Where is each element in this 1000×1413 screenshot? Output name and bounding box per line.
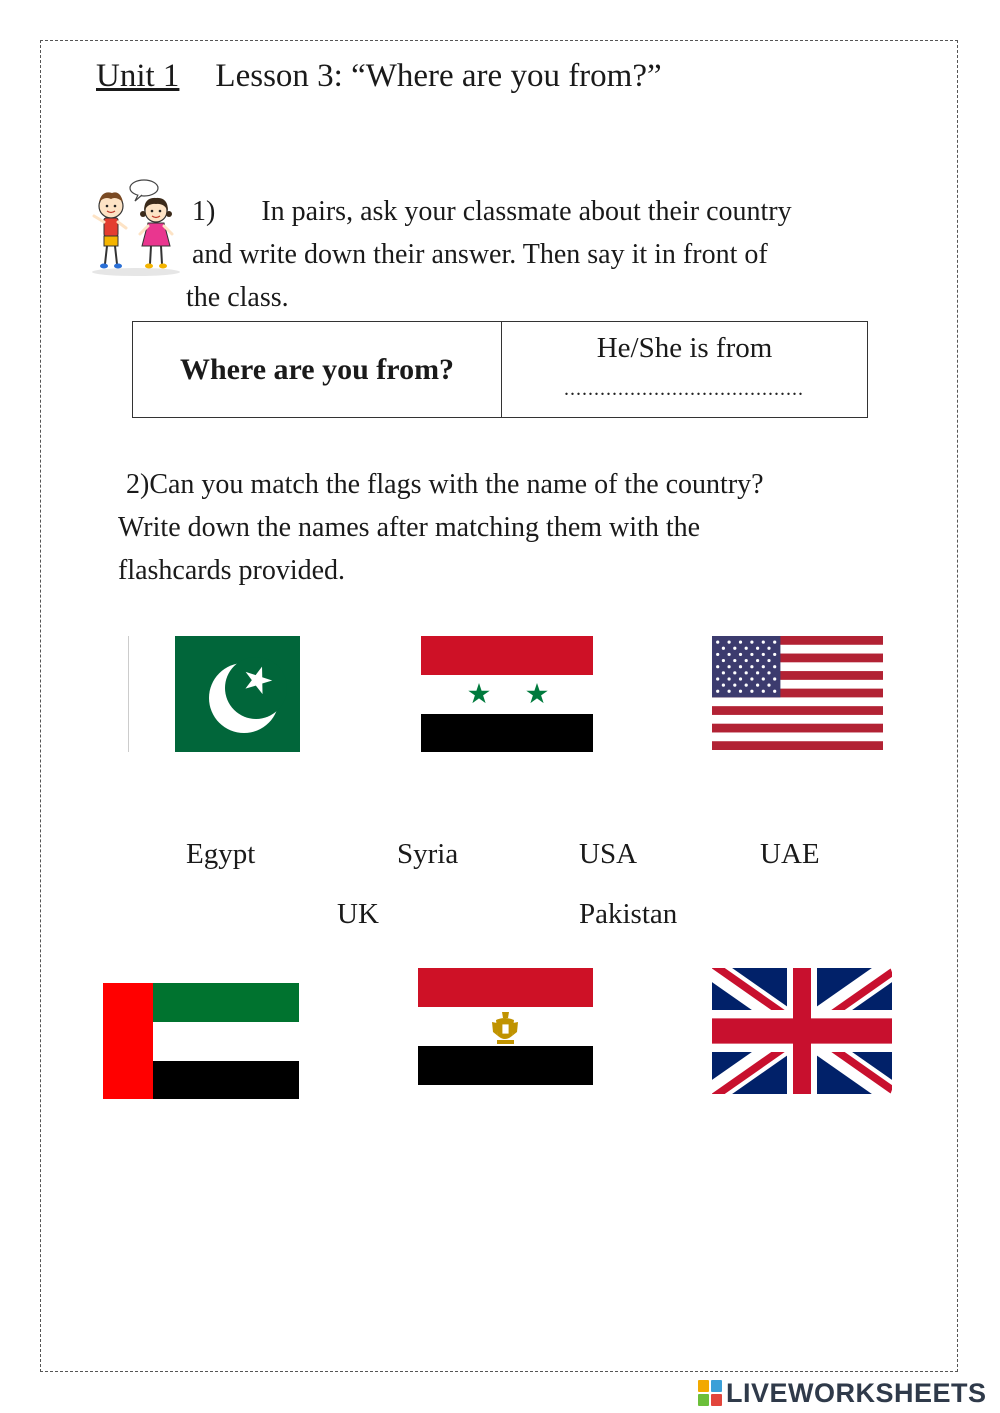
exercise-1-line-3: the class. (186, 282, 289, 313)
exercise-2-instructions (118, 463, 918, 592)
exercise-2-line-3: flashcards provided. (118, 555, 346, 586)
answer-prefix: He/She is from (596, 332, 773, 364)
egypt-flag-icon (418, 968, 593, 1085)
watermark-text: LIVEWORKSHEETS (726, 1377, 987, 1408)
liveworksheets-watermark[interactable] (698, 1377, 987, 1409)
exercise-2-line-1: 2)Can you match the flags with the name of the country? (126, 469, 764, 500)
word-pakistan[interactable]: Pakistan (579, 898, 678, 930)
kids-talking-icon (86, 178, 186, 278)
word-uae[interactable]: UAE (760, 838, 820, 870)
answer-cell[interactable] (502, 322, 867, 417)
exercise-2-line-2: Write down the names after matching them with the (118, 512, 701, 543)
exercise-1-line-2: and write down their answer. Then say it in front of (192, 239, 768, 270)
usa-flag-icon (712, 636, 883, 750)
word-egypt[interactable]: Egypt (186, 838, 256, 870)
unit-label: Unit 1 (96, 58, 180, 94)
uk-flag-icon (712, 968, 892, 1094)
pakistan-flag-icon (128, 636, 300, 752)
syria-flag-icon (421, 636, 593, 752)
answer-table (132, 321, 868, 418)
answer-blank[interactable]: ........................................ (564, 378, 804, 400)
page-title (96, 58, 662, 95)
word-usa[interactable]: USA (579, 838, 638, 870)
lesson-title: Lesson 3: “Where are you from?” (215, 58, 662, 94)
liveworksheets-logo-icon (698, 1380, 722, 1406)
uae-flag-icon (103, 983, 299, 1099)
exercise-1-line-1: In pairs, ask your classmate about their country (261, 196, 792, 227)
word-syria[interactable]: Syria (397, 838, 459, 870)
question-cell: Where are you from? (133, 322, 502, 417)
word-uk[interactable]: UK (337, 898, 379, 930)
exercise-1-instructions (186, 190, 931, 319)
exercise-1-number: 1) (192, 196, 216, 227)
